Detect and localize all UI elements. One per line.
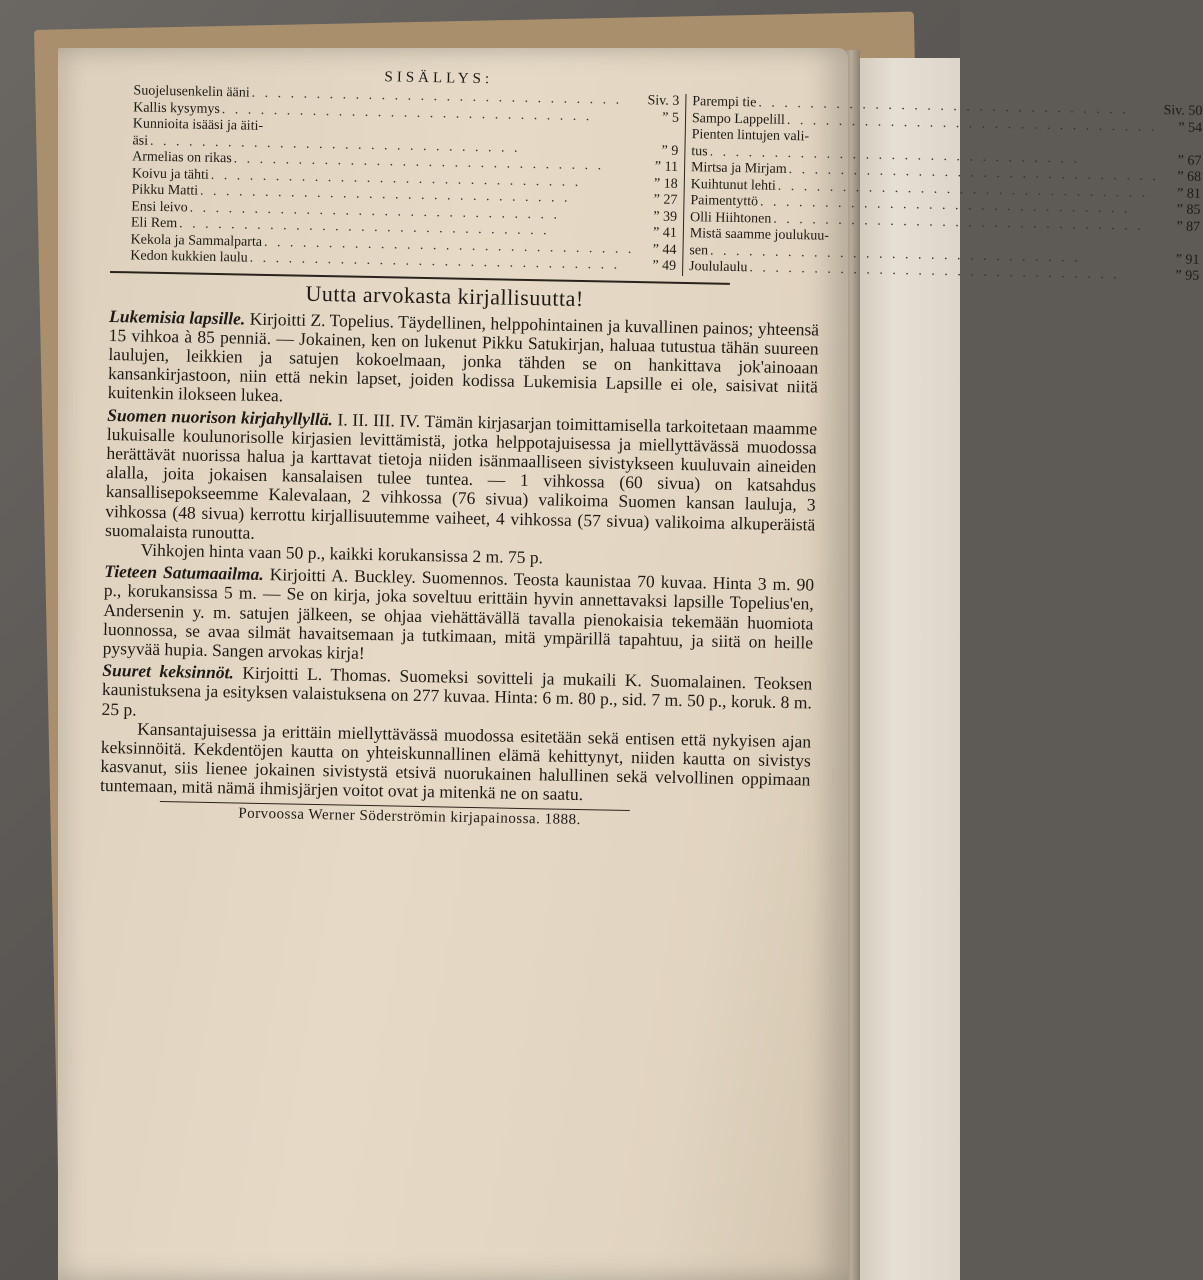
book-advert: [100, 661, 812, 809]
toc-entry-page-number: 27: [663, 192, 678, 208]
toc-entry-title: Armelias on rikas: [132, 149, 232, 167]
toc-entry-page-number: 5: [671, 110, 680, 126]
toc-entry-page-number: 41: [662, 225, 677, 241]
toc-entry-page: [1157, 268, 1199, 285]
toc-entry-prefix: ”: [1177, 152, 1185, 169]
toc-entry-prefix: ”: [1176, 202, 1184, 218]
toc-entry-page-number: 68: [1186, 169, 1202, 185]
toc-entry-prefix: ”: [654, 159, 662, 175]
advert-title: Suomen nuorison kirjahyllyllä.: [107, 404, 334, 429]
toc-entry-title: tus: [691, 143, 708, 159]
toc-entry-title: Paimentyttö: [690, 193, 759, 210]
toc-entry-page: [636, 159, 678, 176]
toc-entry-prefix: ”: [1175, 251, 1183, 268]
toc-entry-prefix: ”: [1177, 169, 1184, 185]
toc-entry-page: [636, 176, 678, 193]
advert-title: Tieteen Satumaailma.: [104, 561, 264, 585]
toc-left-column: [130, 83, 686, 275]
advert-text: Kirjoitti Z. Topelius. Täydellinen, helppohintainen ja kuvallinen painos; yhteensä 15 vihkoa à 85 penniä. — Jokainen, ken on lukenut Pikku Satukirjan, haluaa tutustua tähän suureen laulujen, leikkien ja satujen kokoelmaan, jonka tähden se on hankittava jok'ainoaan kansankirjastoon, niin että nekin lapset, joiden kodissa Lukemisia Lapsille ei ole, saisivat niitä kuitenkin ilokseen lukea.: [107, 308, 820, 406]
toc-entry-page: [635, 192, 677, 209]
toc-entry-title: Mirtsa ja Mirjam: [690, 160, 787, 177]
toc-entry-prefix: ”: [1175, 268, 1182, 284]
toc-entry-prefix: ”: [652, 258, 659, 274]
toc-entry-title: Pikku Matti: [131, 182, 199, 199]
toc-entry-page: [1158, 219, 1200, 236]
toc-entry-prefix: ”: [653, 175, 661, 192]
toc-entry-page: [1160, 103, 1202, 120]
advert-paragraph: [108, 306, 820, 416]
advert-paragraph: [100, 719, 811, 809]
toc-entry-title: Kedon kukkien laulu: [130, 248, 248, 266]
toc-entry-page-number: 39: [662, 209, 678, 225]
toc-entry-prefix: ”: [1176, 185, 1184, 202]
toc-entry-prefix: Siv.: [647, 93, 669, 109]
toc-entry-prefix: Siv.: [1163, 103, 1186, 119]
advert-headline: Uutta arvokasta kirjallisuutta!: [305, 280, 584, 311]
toc-entry-page: [1159, 186, 1201, 203]
toc-entry-prefix: ”: [661, 143, 668, 159]
toc-entry-page: [1157, 252, 1199, 269]
toc-entry-prefix: ”: [652, 225, 660, 241]
toc-entry-prefix: ”: [653, 192, 661, 208]
toc-entry-page: [1159, 169, 1201, 186]
advert-title: Suuret keksinnöt.: [102, 660, 235, 683]
toc-entry-page-number: 49: [661, 258, 677, 274]
toc-entry-page-number: 54: [1187, 120, 1203, 136]
toc-entry-page: [1160, 120, 1202, 137]
toc-entry-page-number: 81: [1186, 186, 1201, 202]
toc-entry-page: [637, 110, 679, 127]
toc-entry-prefix: ”: [1176, 218, 1183, 235]
toc-entry-title: Eli Rem: [130, 215, 178, 232]
toc-entry-title: Kekola ja Sammalparta: [130, 231, 263, 250]
toc-entry-title: Olli Hiihtonen: [689, 209, 772, 227]
toc-entry-page-number: 18: [663, 176, 678, 192]
toc-entry-page: [1159, 153, 1201, 170]
advert-text: Vihkojen hinta vaan 50 p., kaikki korukansissa 2 m. 75 p.: [140, 539, 544, 568]
advert-text: I. II. III. IV. Tämän kirjasarjan toimittamisella tarkoitetaan maamme lukuisalle koulunorisolle kirjasien levittämistä, jotka helppotajuisessa ja miellyttävässä muodossa herättävät nuorissa halua ja karttavat tietoja niiden isänmaalliseen sivistykseen kuuluvain aineiden alalla, joita jokaisen kansalaisen tulee tuntea. — 1 vihkossa (60 sivua) on katsahdus kansallisepokseemme Kalevalaan, 2 vihkossa (76 sivua) valikoima Suomen kansan lauluja, 3 vihkossa (48 sivua) kerrottu kirjallisuutemme vaiheet, 4 vihkossa (57 sivua) valikoima alkuperäistä suomalaista runoutta.: [104, 408, 818, 543]
book-advert: [108, 306, 820, 416]
toc-right-column: [683, 94, 1203, 285]
printer-imprint: Porvoossa Werner Söderströmin kirjapainossa. 1888.: [238, 805, 582, 828]
toc-entry-prefix: ”: [652, 241, 660, 257]
toc-entry-title: Koivu ja tähti: [131, 165, 210, 183]
toc-entry-page: [634, 242, 676, 259]
toc-entry-title: Kunnioita isääsi ja äiti-: [132, 116, 264, 134]
article-list: [100, 306, 819, 809]
toc-entry-prefix: ”: [1178, 119, 1185, 136]
advert-title: Lukemisia lapsille.: [108, 305, 246, 329]
toc-entry-page: [635, 225, 677, 242]
toc-entry-title: Sampo Lappelill: [691, 110, 786, 128]
toc-entry-page: [1160, 136, 1202, 153]
book-page: [58, 48, 1203, 1280]
advert-text: Kansantajuisessa ja erittäin miellyttävässä muodossa esitetään sekä entisen että nykyisen ajan keksinnöitä. Kekdentöjen kautta on yhteiskunnallinen elämä kehittynyt, niiden kautta on sivistys kasvanut, siis lienee jokainen sivistystä etsivä nuorukainen halullinen sekä velvollinen oppimaan tuntemaan, mitä nämä ihmisjärjen voitot ovat ja mitenkä ne on saatu.: [99, 718, 812, 805]
advert-paragraph: [103, 562, 815, 672]
toc-entry-page: [636, 126, 678, 143]
advert-paragraph: [105, 405, 817, 553]
toc-entry-page: [634, 258, 676, 275]
toc-entry-page-number: 95: [1185, 268, 1200, 284]
table-of-contents: [130, 83, 1203, 284]
toc-entry-page: [1158, 235, 1200, 252]
toc-title: SISÄLLYS:: [384, 69, 494, 88]
toc-entry-page: [637, 93, 679, 110]
toc-entry-page-number: 50: [1188, 103, 1203, 119]
book-advert: [104, 405, 817, 572]
advert-text: Kirjoitti A. Buckley. Suomennos. Teosta kaunistaa 70 kuvaa. Hinta 3 m. 90 p., korukansissa 5 m. — Se on kirja, joka soveltuu erittäin hyvin annettavaksi lapsille Topelius'en, Andersenin y. m. satujen jälkeen, se ohjaa viehättävällä tavalla pienokaisia tekemään huomiota luonnossa, se avaa silmät havaitsemaan ja tutkimaan, mitä ympärillä tapahtuu, ja siitä on heille pysyvää hupia. Sangen arvokas kirja!: [102, 564, 815, 663]
toc-entry-page-number: 9: [671, 143, 679, 159]
toc-entry-title: Ensi leivo: [131, 198, 188, 215]
toc-entry-page-number: 85: [1186, 202, 1201, 218]
toc-entry-title: Joululaulu: [688, 259, 748, 276]
toc-entry-title: Mistä saamme joulukuu-: [689, 226, 830, 244]
toc-entry-title: Suojelusenkelin ääni: [133, 83, 250, 101]
toc-entry-title: Pienten lintujen vali-: [691, 127, 810, 145]
toc-entry-page-number: 3: [672, 93, 680, 109]
book-advert: [103, 562, 815, 672]
toc-entry-title: Kuihtunut lehti: [690, 176, 777, 194]
toc-entry-title: sen: [689, 242, 709, 258]
toc-entry-prefix: ”: [653, 208, 660, 225]
toc-entry-prefix: ”: [662, 110, 669, 126]
toc-entry-title: Parempi tie: [692, 94, 757, 111]
toc-entry-page: [635, 209, 677, 226]
toc-entry-page-number: 67: [1187, 153, 1202, 169]
toc-entry-page-number: 87: [1185, 219, 1201, 235]
toc-entry-page-number: 11: [664, 159, 679, 175]
toc-entry-page-number: 44: [662, 242, 677, 258]
toc-entry-title: äsi: [132, 132, 149, 149]
advert-text: Kirjoitti L. Thomas. Suomeksi sovitteli ja mukaili K. Suomalainen. Teoksen kaunistuksena ja esityksen valaistuksena on 277 kuvaa. Hinta: 6 m. 80 p., sid. 7 m. 50 p., koruk. 8 m. 25 p.: [101, 662, 813, 720]
page-content: [92, 64, 1203, 1237]
toc-entry-page: [1158, 202, 1200, 219]
toc-entry-page-number: 91: [1185, 252, 1200, 268]
toc-entry-title: Kallis kysymys: [133, 99, 221, 117]
toc-entry-page: [636, 143, 678, 160]
